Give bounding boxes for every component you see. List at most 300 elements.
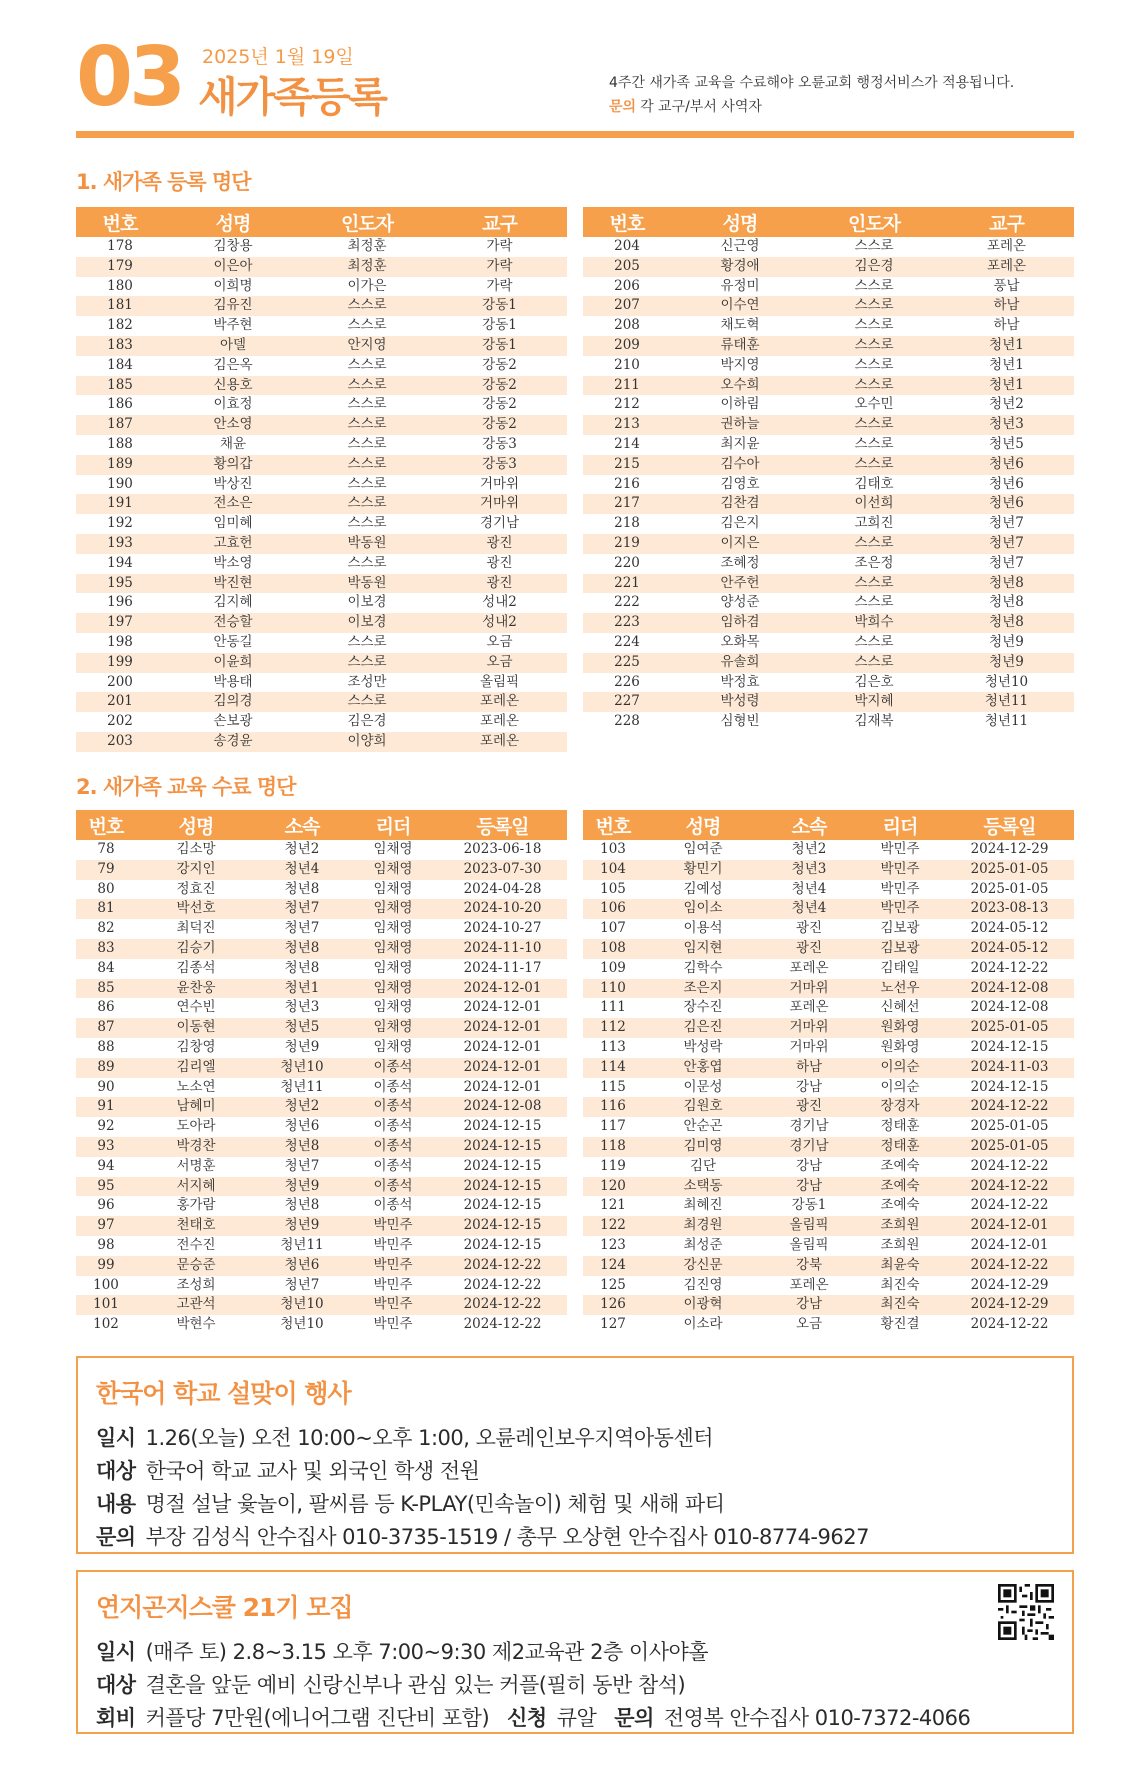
table-cell: 도아라 [176, 1118, 216, 1135]
table-cell: 114 [583, 1058, 643, 1078]
table-cell: 김태일 [880, 959, 920, 976]
table-cell: 청년8 [284, 959, 320, 976]
table-cell: 박민주 [855, 899, 945, 919]
table-row [76, 395, 567, 415]
table-cell: 청년10 [280, 1316, 324, 1333]
column-header: 인도자 [302, 207, 432, 237]
table-row [583, 1276, 1074, 1296]
education-table-left [76, 810, 567, 1335]
table-cell: 조성희 [176, 1276, 216, 1293]
table-row [76, 1097, 567, 1117]
table-cell: 78 [97, 841, 115, 857]
table-row [583, 1058, 1074, 1078]
table-cell: 2023-06-18 [463, 841, 542, 857]
table-cell: 거마위 [789, 1038, 829, 1055]
table-cell: 권하늘 [671, 415, 809, 435]
table-cell: 고희진 [854, 515, 894, 532]
line-label: 신청 [507, 1706, 547, 1730]
table-row [76, 1157, 567, 1177]
table-row [76, 336, 567, 356]
table-cell: 신용호 [164, 376, 302, 396]
table-cell: 2024-12-01 [438, 1018, 567, 1038]
table-cell: 최정훈 [302, 257, 432, 277]
table-cell: 홍가람 [176, 1197, 216, 1214]
table-cell: 조은정 [854, 554, 894, 571]
table-cell: 고효헌 [164, 534, 302, 554]
table-cell: 187 [76, 415, 164, 435]
table-cell: 정태훈 [880, 1118, 920, 1135]
table-row [583, 554, 1074, 574]
table-cell: 스스로 [302, 494, 432, 514]
table-row [76, 633, 567, 653]
table-cell: 190 [107, 475, 133, 492]
table-cell: 2024-12-08 [438, 1097, 567, 1117]
table-row [583, 633, 1074, 653]
table-cell: 강남 [763, 1177, 855, 1197]
table-cell: 청년2 [791, 841, 827, 857]
line-label: 내용 [96, 1492, 136, 1516]
table-cell: 청년6 [284, 1118, 320, 1135]
table-cell: 강동1 [482, 317, 517, 334]
line-text: 부장 김성식 안수집사 010-3735-1519 / 총무 오상현 안수집사 010-8774-9627 [145, 1525, 869, 1549]
table-cell: 이종석 [373, 1197, 413, 1214]
table-cell: 219 [583, 534, 671, 554]
table-row [583, 1018, 1074, 1038]
table-cell: 서지혜 [136, 1177, 256, 1197]
table-cell: 강동3 [432, 455, 567, 475]
table-cell: 거마위 [763, 979, 855, 999]
table-cell: 2024-12-15 [463, 1157, 542, 1174]
table-cell: 스스로 [809, 574, 939, 594]
header-date: 2025년 1월 19일 [202, 46, 354, 68]
table-cell: 청년2 [284, 841, 320, 857]
table-cell: 김단 [689, 1157, 717, 1174]
table-cell: 102 [93, 1316, 119, 1333]
table-cell: 박경찬 [136, 1137, 256, 1157]
table-cell: 청년8 [939, 574, 1074, 594]
table-cell: 85 [76, 979, 136, 999]
table-cell: 강동1 [791, 1197, 827, 1214]
table-cell: 스스로 [302, 455, 432, 475]
table-row [76, 593, 567, 613]
table-cell: 2024-12-22 [463, 1276, 542, 1293]
table-row [583, 1157, 1074, 1177]
column-header: 번호 [583, 810, 643, 840]
table-row [583, 494, 1074, 514]
korean-school-event-box [76, 1356, 1074, 1554]
table-cell: 2024-11-17 [463, 959, 542, 976]
table-cell: 강지인 [136, 860, 256, 880]
table-cell: 2025-01-05 [945, 860, 1074, 880]
table-cell: 2024-12-01 [438, 1058, 567, 1078]
table-cell: 포레온 [479, 713, 520, 730]
contact-text: 각 교구/부서 사역자 [640, 99, 762, 115]
table-cell: 81 [76, 899, 136, 919]
event-title: 연지곤지스쿨 21기 모집 [96, 1593, 353, 1622]
table-cell: 93 [76, 1137, 136, 1157]
table-cell: 박민주 [880, 841, 920, 857]
column-header: 교구 [432, 207, 567, 237]
table-cell: 안홍엽 [643, 1058, 763, 1078]
table-cell: 김진영 [683, 1276, 723, 1293]
table-cell: 2024-12-08 [970, 999, 1049, 1016]
table-cell: 박민주 [880, 880, 920, 897]
table-cell: 청년1 [939, 336, 1074, 356]
table-cell: 임지현 [643, 939, 763, 959]
table-cell: 오금 [432, 653, 567, 673]
column-header: 번호 [76, 810, 136, 840]
table-cell: 2024-12-22 [945, 1097, 1074, 1117]
table-cell: 김보광 [880, 920, 920, 937]
table-cell: 222 [614, 594, 640, 611]
table-cell: 179 [76, 257, 164, 277]
table-cell: 이희명 [213, 277, 253, 294]
table-cell: 2024-04-28 [463, 880, 542, 897]
table-row [76, 1256, 567, 1276]
line-text: (매주 토) 2.8~3.15 오후 7:00~9:30 제2교육관 2층 이사야홀 [145, 1640, 709, 1664]
table-cell: 임채영 [373, 880, 413, 897]
qr-code-icon[interactable] [998, 1584, 1054, 1640]
line-text: 명절 설날 윷놀이, 팔씨름 등 K-PLAY(민속놀이) 체험 및 새해 파티 [145, 1492, 725, 1516]
event-content-line [96, 1488, 725, 1518]
table-cell: 거마위 [479, 475, 520, 492]
table-cell: 유솔희 [671, 653, 809, 673]
table-cell: 197 [76, 613, 164, 633]
table-cell: 강신문 [643, 1256, 763, 1276]
table-cell: 박상진 [213, 475, 253, 492]
table-cell: 강북 [763, 1256, 855, 1276]
line-label: 일시 [96, 1640, 136, 1664]
table-cell: 193 [76, 534, 164, 554]
column-header: 번호 [583, 207, 671, 237]
table-cell: 이광혁 [643, 1295, 763, 1315]
table-cell: 광진 [432, 574, 567, 594]
table-cell: 김영호 [720, 475, 760, 492]
table-cell: 박동원 [302, 534, 432, 554]
table-cell: 105 [600, 880, 626, 897]
table-row [583, 1137, 1074, 1157]
column-header: 성명 [164, 207, 302, 237]
wedding-school-box [76, 1570, 1074, 1734]
table-cell: 김태호 [854, 475, 894, 492]
table-cell: 박민주 [373, 1236, 413, 1253]
table-cell: 192 [107, 515, 133, 532]
event-title: 한국어 학교 설맞이 행사 [96, 1379, 351, 1408]
table-cell: 100 [93, 1276, 119, 1293]
table-cell: 111 [600, 999, 626, 1016]
table-cell: 207 [583, 296, 671, 316]
table-cell: 가락 [486, 277, 513, 294]
table-cell: 김창영 [176, 1038, 216, 1055]
table-cell: 강동2 [482, 396, 517, 413]
table-cell: 2024-12-15 [970, 1038, 1049, 1055]
table-row [583, 860, 1074, 880]
table-row [76, 415, 567, 435]
table-cell: 스스로 [347, 515, 387, 532]
table-cell: 강동1 [432, 296, 567, 316]
table-cell: 하남 [993, 317, 1020, 334]
table-cell: 180 [107, 277, 133, 294]
table-cell: 박주현 [213, 317, 253, 334]
table-cell: 거마위 [763, 1018, 855, 1038]
table-cell: 박민주 [348, 1295, 438, 1315]
table-cell: 최정훈 [347, 238, 387, 254]
table-row [583, 296, 1074, 316]
table-cell: 강동2 [432, 415, 567, 435]
table-cell: 임채영 [373, 920, 413, 937]
table-cell: 청년10 [984, 673, 1029, 690]
table-cell: 풍납 [993, 277, 1020, 294]
table-cell: 김미영 [643, 1137, 763, 1157]
table-cell: 거마위 [432, 494, 567, 514]
table-cell: 2024-12-01 [463, 999, 542, 1016]
table-cell: 박지혜 [809, 692, 939, 712]
column-header: 리더 [855, 810, 945, 840]
table-row [76, 979, 567, 999]
table-cell: 스스로 [854, 594, 894, 611]
table-cell: 211 [583, 376, 671, 396]
table-cell: 청년11 [984, 713, 1029, 730]
table-cell: 2024-12-15 [438, 1137, 567, 1157]
table-cell: 213 [583, 415, 671, 435]
table-cell: 전승할 [164, 613, 302, 633]
table-row [76, 316, 567, 336]
table-cell: 남혜미 [136, 1097, 256, 1117]
table-cell: 임미혜 [213, 515, 253, 532]
table-cell: 94 [97, 1157, 115, 1174]
table-cell: 110 [583, 979, 643, 999]
table-row [583, 712, 1074, 732]
table-row [583, 574, 1074, 594]
table-row [76, 356, 567, 376]
table-cell: 97 [76, 1216, 136, 1236]
table-cell: 스스로 [302, 296, 432, 316]
header-divider [76, 131, 1074, 138]
table-cell: 최덕진 [176, 920, 216, 937]
table-cell: 2024-12-29 [945, 1295, 1074, 1315]
table-cell: 이소라 [683, 1316, 723, 1333]
table-row [76, 455, 567, 475]
table-cell: 최경원 [643, 1216, 763, 1236]
table-cell: 91 [76, 1097, 136, 1117]
table-cell: 안주헌 [671, 574, 809, 594]
table-cell: 박민주 [348, 1216, 438, 1236]
table-cell: 김소망 [176, 841, 216, 857]
contact-label: 문의 [609, 99, 637, 115]
table-cell: 손보광 [213, 713, 253, 730]
table-row [583, 1295, 1074, 1315]
table-cell: 청년11 [280, 1078, 324, 1095]
table-row [76, 277, 567, 297]
table-cell: 이의순 [880, 1078, 920, 1095]
table-cell: 이종석 [348, 1058, 438, 1078]
table-cell: 2024-10-20 [438, 899, 567, 919]
page-title: 새가족등록 [198, 73, 387, 121]
column-header: 등록일 [945, 810, 1074, 840]
line-text: 1.26(오늘) 오전 10:00~오후 1:00, 오륜레인보우지역아동센터 [145, 1426, 714, 1450]
table-row [76, 1196, 567, 1216]
table-cell: 임채영 [348, 979, 438, 999]
table-row [76, 613, 567, 633]
table-cell: 천태호 [136, 1216, 256, 1236]
table-cell: 208 [614, 317, 640, 334]
table-cell: 신근영 [720, 238, 760, 254]
table-cell: 스스로 [347, 356, 387, 373]
table-cell: 원화영 [855, 1018, 945, 1038]
table-cell: 임이소 [643, 899, 763, 919]
table-cell: 조희원 [855, 1216, 945, 1236]
table-row [76, 998, 567, 1018]
education-table-right [583, 810, 1074, 1335]
table-cell: 2025-01-05 [945, 1137, 1074, 1157]
table-cell: 유정미 [720, 277, 760, 294]
table-cell: 82 [97, 920, 115, 937]
table-cell: 박민주 [348, 1256, 438, 1276]
table-row [583, 376, 1074, 396]
table-cell: 박희수 [809, 613, 939, 633]
table-cell: 청년6 [989, 475, 1024, 492]
table-cell: 224 [614, 633, 640, 650]
table-cell: 이보경 [347, 594, 387, 611]
table-cell: 121 [600, 1197, 626, 1214]
table-cell: 2024-12-01 [463, 1078, 542, 1095]
table-cell: 박성령 [671, 692, 809, 712]
table-cell: 195 [76, 574, 164, 594]
table-cell: 안소영 [164, 415, 302, 435]
column-header: 성명 [671, 207, 809, 237]
table-cell: 이종석 [348, 1137, 438, 1157]
table-cell: 하남 [939, 296, 1074, 316]
table-cell: 양성준 [720, 594, 760, 611]
table-cell: 박진현 [164, 574, 302, 594]
table-cell: 가락 [486, 238, 513, 254]
table-cell: 이종석 [373, 1118, 413, 1135]
event-contact-line [96, 1521, 869, 1551]
table-cell: 이동현 [136, 1018, 256, 1038]
table-cell: 스스로 [854, 435, 894, 452]
table-cell: 186 [107, 396, 133, 413]
section-number: 03 [76, 30, 183, 125]
table-cell: 2024-12-01 [463, 1038, 542, 1055]
table-row [583, 336, 1074, 356]
table-cell: 최지윤 [720, 435, 760, 452]
table-cell: 경기남 [763, 1137, 855, 1157]
table-cell: 김지혜 [213, 594, 253, 611]
table-cell: 185 [76, 376, 164, 396]
table-cell: 김수아 [671, 455, 809, 475]
table-row [583, 613, 1074, 633]
table-cell: 심형빈 [720, 713, 760, 730]
table-cell: 이종석 [373, 1157, 413, 1174]
table-cell: 청년7 [284, 1276, 320, 1293]
table-cell: 황민기 [643, 860, 763, 880]
table-cell: 경기남 [479, 515, 520, 532]
table-cell: 이효정 [213, 396, 253, 413]
table-cell: 장경자 [855, 1097, 945, 1117]
table-row [583, 593, 1074, 613]
table-cell: 강동1 [432, 336, 567, 356]
table-cell: 청년7 [284, 920, 320, 937]
table-cell: 청년7 [989, 554, 1024, 571]
table-cell: 청년3 [939, 415, 1074, 435]
table-cell: 노소연 [176, 1078, 216, 1095]
table-cell: 2024-12-01 [945, 1216, 1074, 1236]
table-cell: 원화영 [880, 1038, 920, 1055]
table-cell: 228 [614, 713, 640, 730]
table-cell: 청년10 [256, 1058, 348, 1078]
table-cell: 스스로 [854, 277, 894, 294]
table-cell: 청년7 [284, 1157, 320, 1174]
table-cell: 박동원 [302, 574, 432, 594]
table-cell: 광진 [763, 939, 855, 959]
table-cell: 송경윤 [164, 732, 302, 752]
table-cell: 2024-11-03 [945, 1058, 1074, 1078]
table-cell: 청년9 [284, 1038, 320, 1055]
table-cell: 104 [583, 860, 643, 880]
table-cell: 성내2 [432, 613, 567, 633]
table-cell: 120 [583, 1177, 643, 1197]
table-cell: 임채영 [348, 860, 438, 880]
table-cell: 김승기 [136, 939, 256, 959]
table-cell: 전소은 [164, 494, 302, 514]
table-cell: 청년2 [989, 396, 1024, 413]
table-cell: 김찬겸 [671, 494, 809, 514]
table-cell: 220 [614, 554, 640, 571]
table-row [76, 296, 567, 316]
table-row [583, 1315, 1074, 1335]
table-cell: 이의순 [855, 1058, 945, 1078]
table-cell: 청년8 [989, 594, 1024, 611]
table-row [583, 673, 1074, 693]
table-cell: 서명훈 [176, 1157, 216, 1174]
table-cell: 임채영 [373, 841, 413, 857]
table-cell: 전수진 [176, 1236, 216, 1253]
table-row [583, 998, 1074, 1018]
table-cell: 강동3 [482, 435, 517, 452]
table-cell: 215 [583, 455, 671, 475]
table-cell: 99 [76, 1256, 136, 1276]
table-cell: 202 [107, 713, 133, 730]
table-cell: 스스로 [347, 317, 387, 334]
table-cell: 2024-05-12 [970, 920, 1049, 937]
table-cell: 118 [583, 1137, 643, 1157]
table-cell: 조희원 [880, 1236, 920, 1253]
table-cell: 김예성 [683, 880, 723, 897]
table-cell: 125 [600, 1276, 626, 1293]
line-label: 문의 [96, 1525, 136, 1549]
table-cell: 226 [614, 673, 640, 690]
table-cell: 127 [600, 1316, 626, 1333]
registration-title: 1. 새가족 등록 명단 [76, 170, 251, 194]
table-cell: 노선우 [855, 979, 945, 999]
table-cell: 이윤희 [164, 653, 302, 673]
table-row [76, 899, 567, 919]
table-row [76, 435, 567, 455]
header-note: 4주간 새가족 교육을 수료해야 오륜교회 행정서비스가 적용됩니다. [609, 75, 1015, 91]
column-header: 소속 [256, 810, 348, 840]
table-cell: 181 [76, 296, 164, 316]
table-row [76, 1295, 567, 1315]
header-contact [609, 96, 762, 116]
column-header: 소속 [763, 810, 855, 840]
table-row [583, 277, 1074, 297]
table-cell: 2024-12-15 [438, 1216, 567, 1236]
table-cell: 스스로 [809, 415, 939, 435]
table-row [76, 692, 567, 712]
table-row [583, 534, 1074, 554]
table-cell: 청년8 [256, 939, 348, 959]
table-cell: 88 [97, 1038, 115, 1055]
